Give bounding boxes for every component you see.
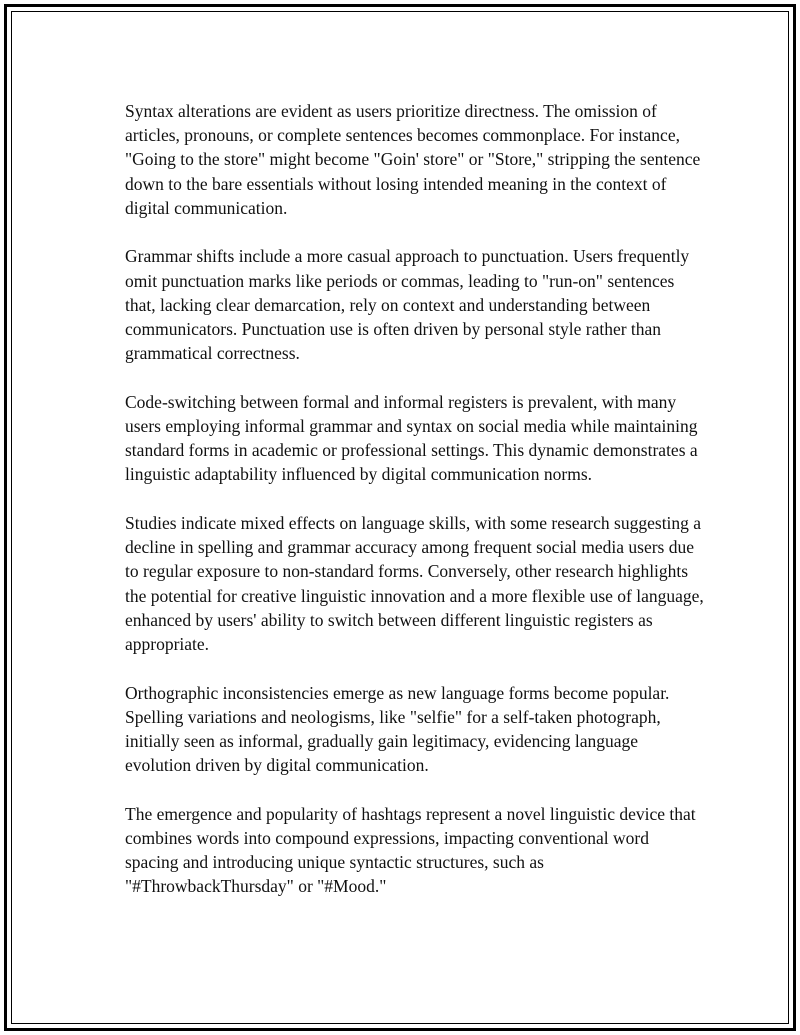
paragraph-orthographic-inconsistencies: Orthographic inconsistencies emerge as new language forms become popular. Spelling variations and neologisms, like "selfie" for a self-taken photograph, initially seen as informal, gradually gain legitimacy, evidencing language evolution driven by digital communication. bbox=[125, 682, 670, 776]
document-page bbox=[4, 4, 796, 1031]
paragraph-hashtags: The emergence and popularity of hashtags represent a novel linguistic device that combines words into compound expressions, impacting conventional word spacing and introducing unique syntactic structures, such as "#ThrowbackThursday" or "#Mood." bbox=[125, 803, 696, 897]
paragraph-grammar-shifts: Grammar shifts include a more casual approach to punctuation. Users frequently omit punctuation marks like periods or commas, leading to "run-on" sentences that, lacking clear demarcation, rely on context and understanding between communicators. Punctuation use is often driven by personal style rather than grammatical correctness. bbox=[125, 246, 690, 364]
paragraph-language-skills: Studies indicate mixed effects on language skills, with some research suggesting a decline in spelling and grammar accuracy among frequent social media users due to regular exposure to non-standard forms. Conversely, other research highlights the potential for creative linguistic innovation and a more flexible use of language, enhanced by users' ability to switch between different linguistic registers as appropriate. bbox=[125, 513, 704, 655]
document-body bbox=[125, 99, 705, 923]
paragraph-syntax-alterations: Syntax alterations are evident as users prioritize directness. The omission of articles, pronouns, or complete sentences becomes commonplace. For instance, "Going to the store" might become "Goin' store" or "Store," stripping the sentence down to the bare essentials without losing intended meaning in the context of digital communication. bbox=[125, 101, 701, 218]
paragraph-code-switching: Code-switching between formal and informal registers is prevalent, with many users employing informal grammar and syntax on social media while maintaining standard forms in academic or professional settings. This dynamic demonstrates a linguistic adaptability influenced by digital communication norms. bbox=[125, 391, 698, 485]
